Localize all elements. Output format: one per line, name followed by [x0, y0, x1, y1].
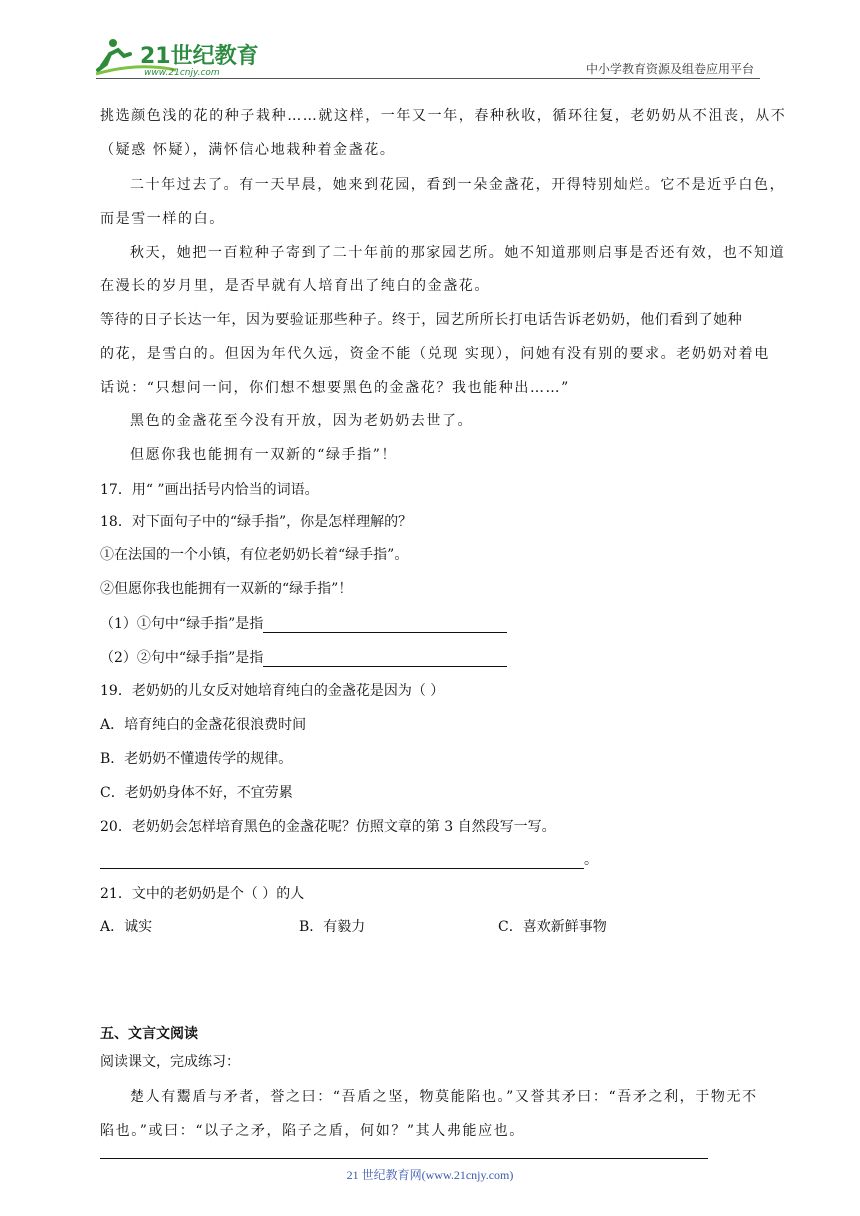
footer-divider: [100, 1158, 708, 1159]
page-header: [96, 30, 760, 80]
answer-prompt: （2）②句中“绿手指”是指: [100, 650, 264, 666]
question-18: 18．对下面句子中的“绿手指”，你是怎样理解的？: [100, 514, 413, 530]
page-footer[interactable]: 21 世纪教育网(www.21cnjy.com): [346, 1168, 514, 1182]
passage-line: （疑惑 怀疑），满怀信心地栽种着金盏花。: [100, 142, 396, 158]
question-20-answer: [100, 851, 598, 869]
question-19-option-c[interactable]: C．老奶奶身体不好，不宜劳累: [100, 785, 293, 801]
question-18-sentence-1: ①在法国的一个小镇，有位老奶奶长着“绿手指”。: [100, 547, 409, 563]
section-instruction: 阅读课文，完成练习：: [100, 1054, 240, 1070]
classical-text-line: 楚人有鬻盾与矛者，誉之曰：“吾盾之坚，物莫能陷也。”又誉其矛曰：“吾矛之利，于物无不: [130, 1089, 758, 1105]
platform-name: 中小学教育资源及组卷应用平台: [585, 62, 754, 76]
passage-line: 话说：“只想问一问，你们想不想要黑色的金盏花？我也能种出……”: [100, 380, 570, 396]
passage-line: 在漫长的岁月里，是否早就有人培育出了纯白的金盏花。: [100, 278, 490, 294]
section-title: 五、文言文阅读: [100, 1026, 198, 1042]
question-19-option-a[interactable]: A．培育纯白的金盏花很浪费时间: [100, 717, 307, 733]
answer-blank[interactable]: [263, 652, 507, 667]
passage-line: 二十年过去了。有一天早晨，她来到花园，看到一朵金盏花，开得特别灿烂。它不是近乎白色，: [130, 177, 786, 193]
logo-text: 21世纪教育: [140, 44, 259, 69]
passage-line: 但愿你我也能拥有一双新的“绿手指”！: [130, 447, 398, 463]
answer-blank[interactable]: [100, 854, 584, 869]
question-18-sentence-2: ②但愿你我也能拥有一双新的“绿手指”！: [100, 581, 353, 597]
question-20: 20．老奶奶会怎样培育黑色的金盏花呢？仿照文章的第 3 自然段写一写。: [100, 819, 556, 835]
passage-line: 而是雪一样的白。: [100, 211, 225, 227]
answer-blank[interactable]: [263, 618, 507, 633]
passage-line: 等待的日子长达一年，因为要验证那些种子。终于，园艺所所长打电话告诉老奶奶，他们看到了她种: [100, 312, 743, 328]
question-19-option-b[interactable]: B．老奶奶不懂遗传学的规律。: [100, 751, 293, 767]
question-18-answer-2: [100, 649, 507, 667]
answer-end-mark: 。: [584, 852, 598, 868]
logo-url: www.21cnjy.com: [144, 68, 220, 78]
passage-line: 黑色的金盏花至今没有开放，因为老奶奶去世了。: [130, 413, 474, 429]
question-21-option-c[interactable]: C．喜欢新鲜事物: [498, 919, 607, 935]
passage-line: 挑选颜色浅的花的种子栽种……就这样，一年又一年，春种秋收，循环往复，老奶奶从不沮丧，从不: [100, 108, 787, 124]
question-21-option-b[interactable]: B．有毅力: [299, 919, 366, 935]
question-18-answer-1: [100, 615, 507, 633]
classical-text-line: 陷也。”或曰：“以子之矛，陷子之盾，何如？”其人弗能应也。: [100, 1123, 525, 1139]
question-19: 19．老奶奶的儿女反对她培育纯白的金盏花是因为（ ）: [100, 683, 445, 699]
passage-line: 秋天，她把一百粒种子寄到了二十年前的那家园艺所。她不知道那则启事是否还有效，也不知道: [130, 245, 786, 261]
answer-prompt: （1）①句中“绿手指”是指: [100, 616, 264, 632]
question-21: 21．文中的老奶奶是个（ ）的人: [100, 886, 305, 902]
site-logo: [96, 36, 266, 78]
question-21-option-a[interactable]: A．诚实: [100, 919, 153, 935]
passage-line: 的花，是雪白的。但因为年代久远，资金不能（兑现 实现），问她有没有别的要求。老奶奶对着电: [100, 346, 770, 362]
question-17: 17．用“ ”画出括号内恰当的词语。: [100, 482, 319, 498]
header-divider: [96, 78, 760, 79]
